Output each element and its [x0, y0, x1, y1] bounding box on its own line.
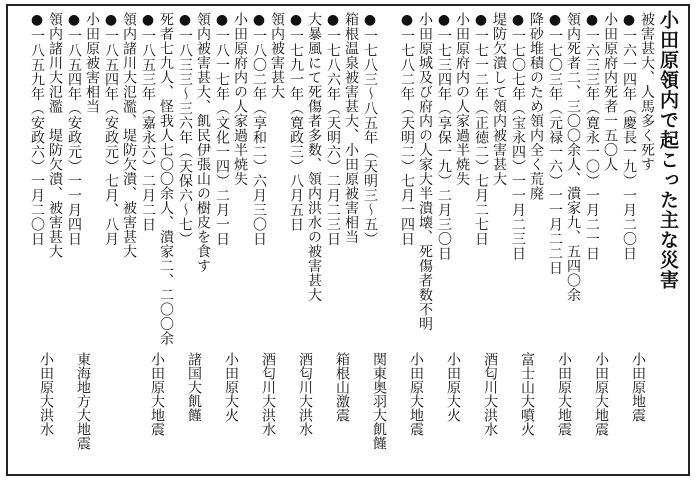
entry-description: 小田原府内死者一五〇人 [602, 12, 618, 172]
entry-date: ●一七三四年（享保一九）二月三〇日 [436, 12, 452, 261]
entry-date: ●一七九一年（寛政三）八月五日 [288, 12, 304, 232]
disaster-entry [139, 12, 175, 470]
entry-event-name: 諸国大飢饉 [186, 352, 202, 422]
entry-date: ●一七〇三年（元禄一六）一一月二二日 [547, 12, 563, 275]
entry-date: ●一八五四年（安政元）一一月四日 [66, 12, 82, 246]
entry-event-name: 小田原大洪水 [38, 352, 54, 436]
entry-event-name: 小田原大火 [445, 352, 461, 422]
entry-description: 死者七九人、怪我人七〇〇余人、潰家二、二〇〇余 [158, 12, 174, 346]
entry-description: 領内死者二、三〇〇余人、潰家九、五四〇余 [565, 12, 581, 302]
entry-description: 降砂堆積のため領内全く荒廃 [528, 12, 544, 201]
entry-description: 大暴風にて死傷者多数、領内洪水の被害甚大 [306, 12, 322, 302]
entry-description: 領内諸川大氾濫、堤防欠潰、被害甚大 [121, 12, 137, 259]
entry-event-name: 小田原大地震 [408, 352, 424, 436]
disaster-entry [65, 12, 101, 470]
entry-date: ●一六三三年（寛永一〇）一月二一日 [584, 12, 600, 261]
disaster-entry [546, 12, 582, 470]
disaster-entry [472, 12, 508, 470]
entry-date: ●一八三三～三六年（天保六～七） [177, 12, 193, 246]
entry-date: ●一七八六年（天明六）二月二三日 [325, 12, 341, 246]
entry-date: ●一七八三～八五年（天明三～五） [362, 12, 378, 246]
entry-event-name: 関東奥羽大飢饉 [371, 352, 387, 450]
page-title: 小田原領内で起こった主な災害 [657, 10, 679, 290]
entry-event-name: 酒匂川大洪水 [482, 352, 498, 436]
entry-event-name: 箱根山激震 [334, 352, 350, 422]
disaster-entry [28, 12, 64, 470]
disaster-entry [620, 12, 656, 470]
disaster-entry [509, 12, 545, 470]
disaster-entry [250, 12, 286, 470]
entry-date: ●一八五九年（安政六）一月二〇日 [29, 12, 45, 246]
disaster-entry [102, 12, 138, 470]
entry-event-name: 小田原大火 [223, 352, 239, 422]
disaster-entry [583, 12, 619, 470]
entry-event-name: 小田原大地震 [556, 352, 572, 436]
entry-event-name: 小田原地震 [630, 352, 646, 422]
disaster-entry [435, 12, 471, 470]
entry-description: 領内被害甚大、飢民伊張山の樹皮を食す [195, 12, 211, 273]
entry-event-name: 酒匂川大洪水 [297, 352, 313, 436]
entry-description: 堤防欠潰して領内被害甚大 [491, 12, 507, 186]
entry-event-name: 富士山大噴火 [519, 352, 535, 436]
entry-description: 領内被害甚大 [269, 12, 285, 99]
disaster-entry [287, 12, 323, 470]
entry-description: 小田原府内の人家過半焼失 [454, 12, 470, 186]
entry-description: 領内諸川大氾濫 堤防欠潰、被害甚大 [47, 12, 63, 259]
document-frame [6, 4, 690, 476]
entry-description: 被害甚大、人馬多く死す [639, 12, 655, 172]
entry-date: ●一八〇二年（享和二）六月三〇日 [251, 12, 267, 246]
disaster-entry [324, 12, 360, 470]
disaster-entry [176, 12, 212, 470]
entry-date: ●一七〇七年（宝永四）一一月二三日 [510, 12, 526, 261]
entry-event-name: 小田原大地震 [593, 352, 609, 436]
disaster-entry [213, 12, 249, 470]
entry-date: ●一八一七年（文化一四）二月一日 [214, 12, 230, 246]
entry-description: 箱根温泉被害甚大、小田原被害相当 [343, 12, 359, 244]
entry-description: 小田原府内の人家過半焼失 [232, 12, 248, 186]
entry-description: 小田原城及び府内の人家大半潰壊、死傷者数不明 [417, 12, 433, 331]
entry-date: ●一六一四年（慶長一九）一月二〇日 [621, 12, 637, 261]
disaster-entry [361, 12, 397, 470]
entry-description: 小田原被害相当 [84, 12, 100, 114]
entry-date: ●一七八二年（天明二）七月一四日 [399, 12, 415, 246]
entry-date: ●一八五三年（嘉永六）二月二日 [140, 12, 156, 232]
entry-event-name: 東海地方大地震 [75, 352, 91, 450]
entry-event-name: 酒匂川大洪水 [260, 352, 276, 436]
entry-event-name: 小田原大地震 [149, 352, 165, 436]
disaster-entry [398, 12, 434, 470]
entry-date: ●一七一二年（正徳二）七月二七日 [473, 12, 489, 246]
entry-date: ●一八五四年（安政元）七月、八月 [103, 12, 119, 246]
